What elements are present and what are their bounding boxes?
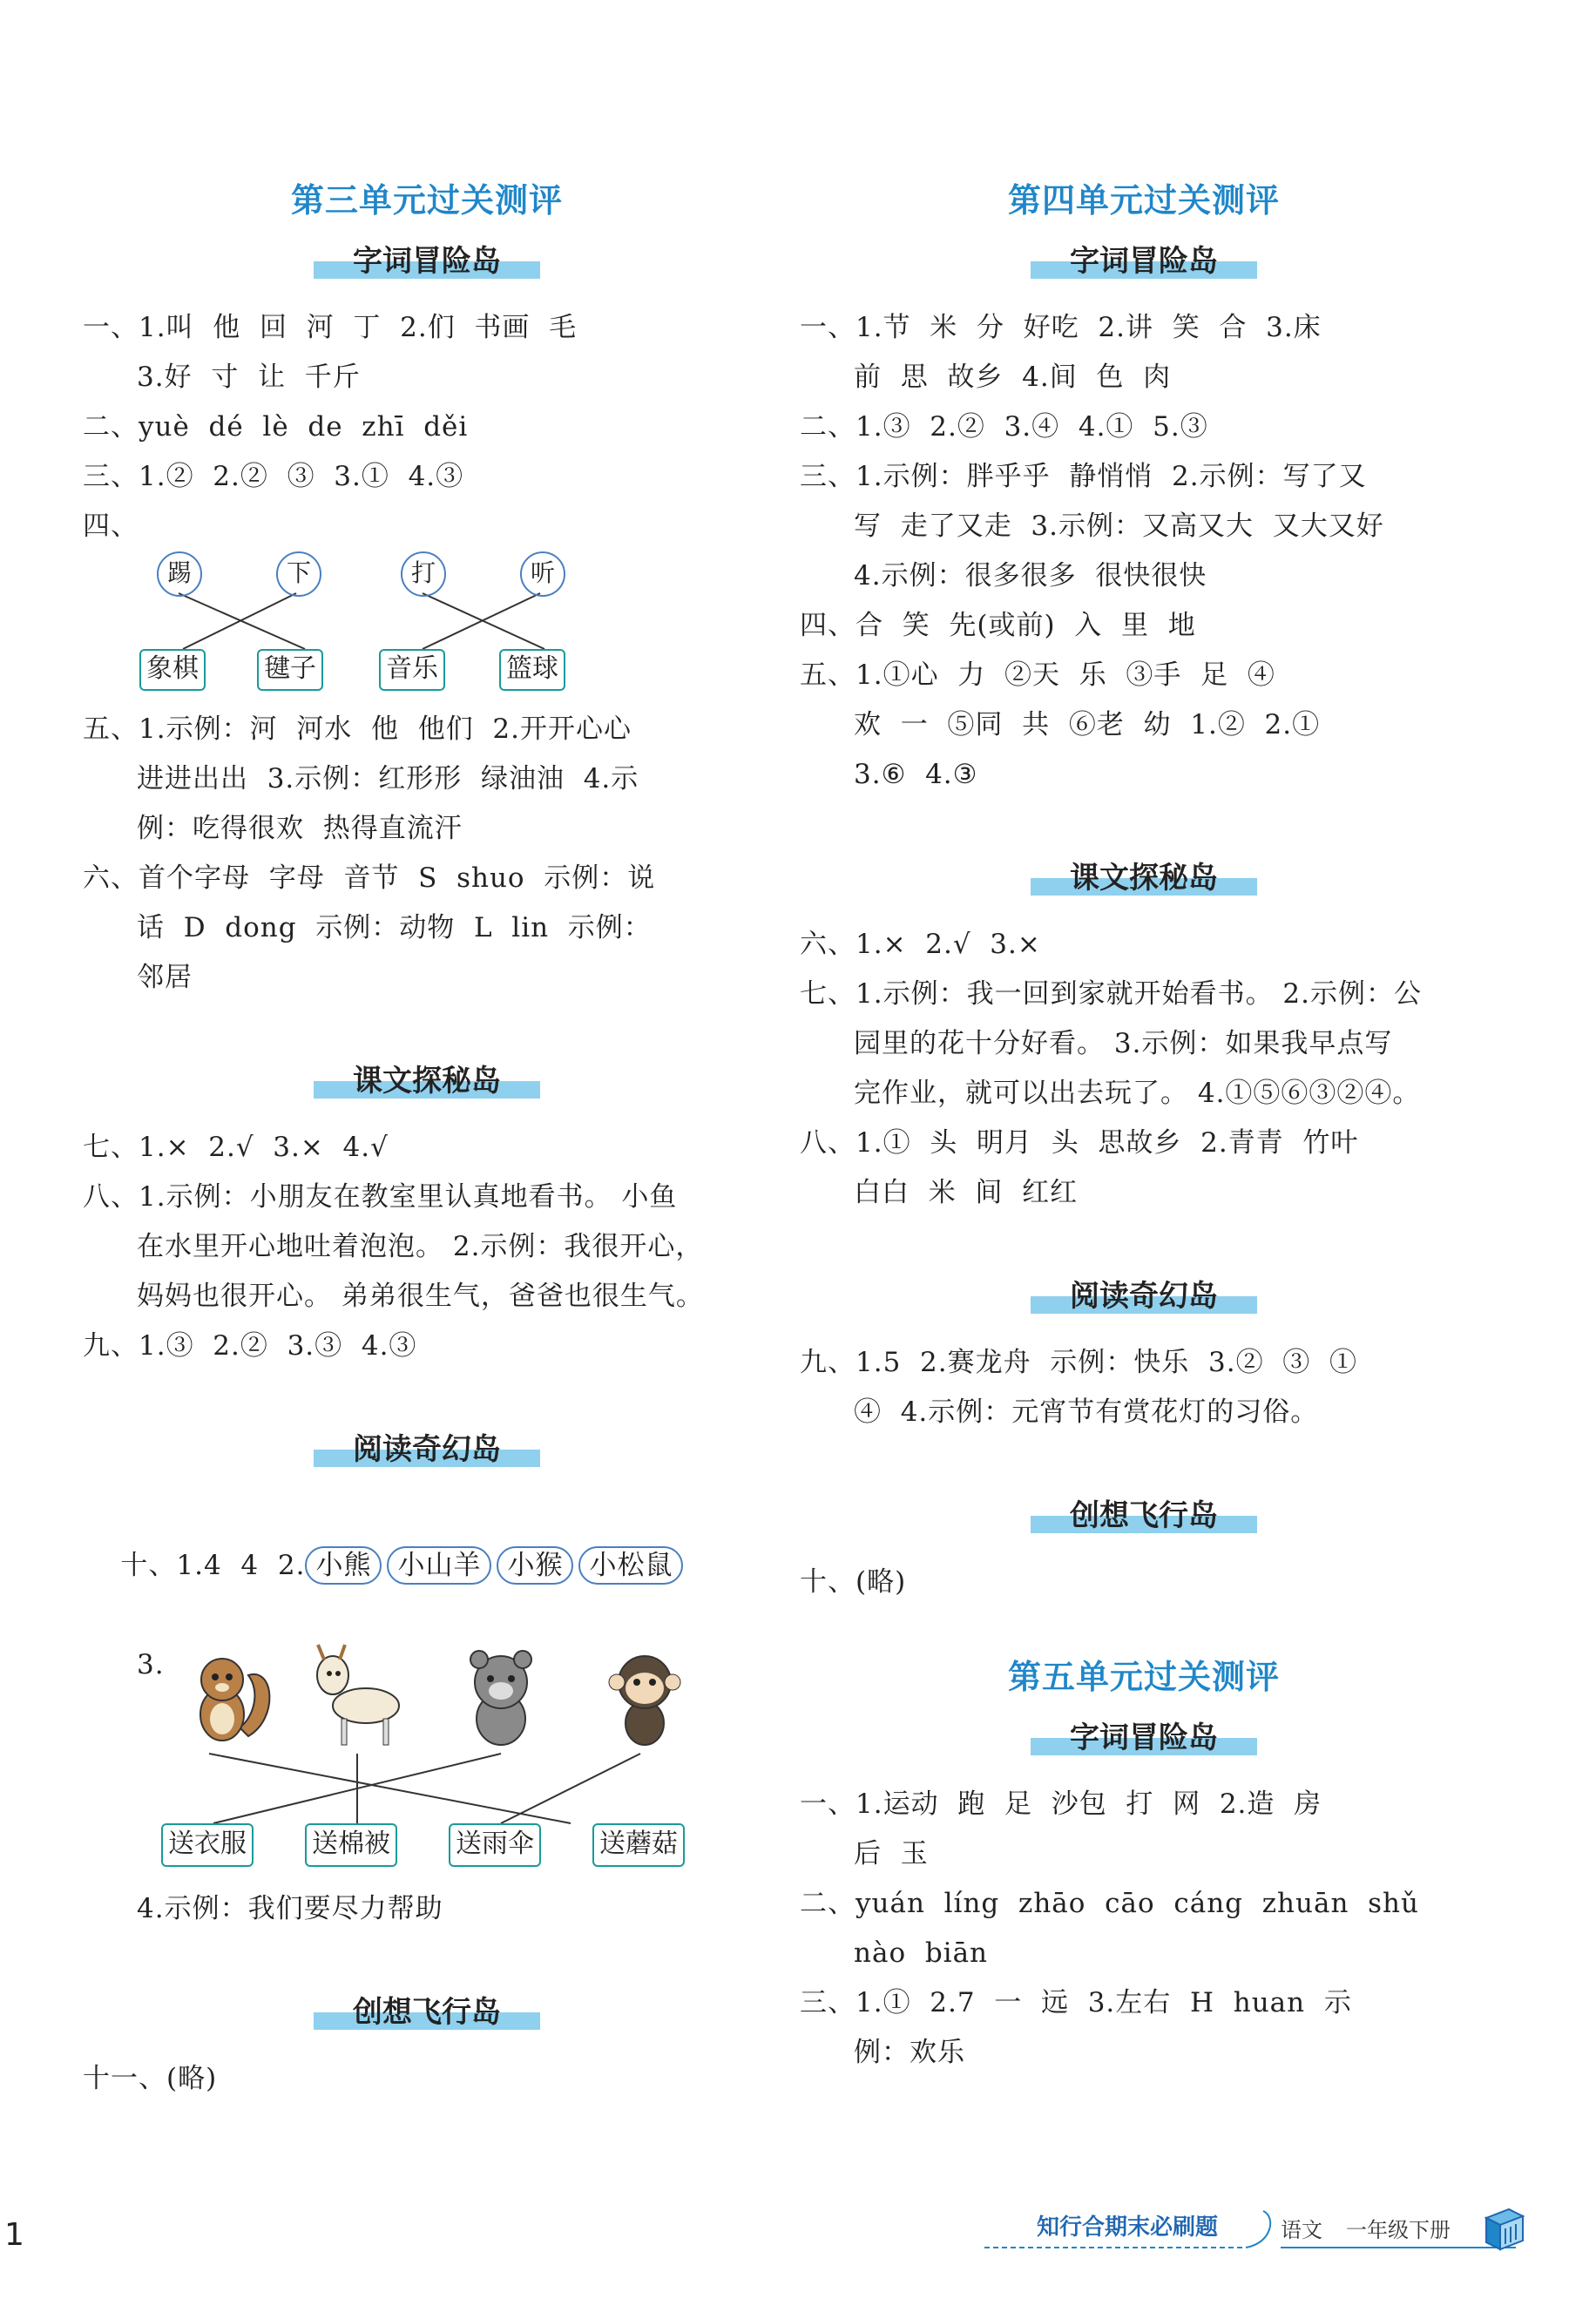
section-header: 阅读奇幻岛	[83, 1423, 771, 1486]
answer-line: 二、1.③ 2.② 3.④ 4.① 5.③	[800, 411, 1208, 443]
word-box: 音乐	[379, 649, 445, 691]
answer-line: 九、1.③ 2.② 3.③ 4.③	[83, 1330, 417, 1362]
answer-line: 三、1.示例：胖乎乎 静悄悄 2.示例：写了又	[800, 461, 1367, 492]
answer-line: 后 玉	[854, 1838, 929, 1869]
gift-box: 送衣服	[161, 1823, 254, 1867]
answer-line: 五、1.①心 力 ②天 乐 ③手 足 ④	[800, 659, 1275, 691]
answer-line: 3.好 寸 让 千斤	[137, 362, 361, 393]
page-footer	[984, 2204, 1542, 2256]
section-header: 课文探秘岛	[800, 852, 1488, 915]
matching-diagram	[83, 551, 771, 705]
bear-icon	[449, 1640, 553, 1754]
answer-line: 三、1.① 2.7 一 远 3.左右 H huan 示	[800, 1987, 1352, 2018]
answer-line: 4.示例：我们要尽力帮助	[137, 1893, 443, 1924]
answer-line: 七、1.示例：我一回到家就开始看书。 2.示例：公	[800, 978, 1423, 1010]
answer-line: 前 思 故乡 4.间 色 肉	[854, 362, 1172, 393]
answer-line: ④ 4.示例：元宵节有赏花灯的习俗。	[854, 1396, 1319, 1428]
section-header: 字词冒险岛	[83, 235, 771, 298]
unit5-title: 第五单元过关测评	[1007, 1658, 1280, 1696]
answer-line: 3.	[137, 1649, 165, 1680]
answer-line: 妈妈也很开心。 弟弟很生气，爸爸也很生气。	[137, 1281, 704, 1312]
word-circle: 打	[401, 551, 446, 597]
answer-line: 九、1.5 2.赛龙舟 示例：快乐 3.② ③ ①	[800, 1347, 1357, 1378]
answer-line: 园里的花十分好看。 3.示例：如果我早点写	[854, 1028, 1393, 1059]
answer-line: 欢 一 ⑤同 共 ⑥老 幼 1.② 2.①	[854, 709, 1321, 740]
answer-line: 八、1.示例：小朋友在教室里认真地看书。 小鱼	[83, 1181, 678, 1213]
answer-line: 一、1.运动 跑 足 沙包 打 网 2.造 房	[800, 1788, 1322, 1820]
answer-line: 十、1.4 4 2. 小熊 小山羊 小猴 小松鼠	[83, 1491, 771, 1640]
footer-brand: 知行合期末必刷题	[1037, 2214, 1219, 2241]
answer-line: 四、	[83, 510, 139, 542]
answer-line: 4.示例：很多很多 很快很快	[854, 560, 1207, 592]
goat-icon	[305, 1640, 409, 1754]
name-oval: 小山羊	[387, 1546, 491, 1585]
answer-line: 完作业，就可以出去玩了。 4.①⑤⑥③②④。	[854, 1078, 1421, 1109]
unit4-title: 第四单元过关测评	[1007, 181, 1280, 220]
word-circle: 踢	[157, 551, 202, 597]
unit3-title: 第三单元过关测评	[290, 181, 563, 220]
answer-line: 十、(略)	[800, 1566, 907, 1598]
answer-line: 八、1.① 头 明月 头 思故乡 2.青青 竹叶	[800, 1127, 1359, 1159]
answer-line: 在水里开心地吐着泡泡。 2.示例：我很开心，	[137, 1231, 704, 1262]
answer-line: 四、合 笑 先(或前) 入 里 地	[800, 610, 1196, 641]
answer-line: 话 D dong 示例：动物 L lin 示例：	[137, 912, 652, 943]
answer-line: 例：欢乐	[854, 2037, 965, 2068]
name-oval: 小猴	[497, 1546, 573, 1585]
answer-line: 一、1.叫 他 回 河 丁 2.们 书画 毛	[83, 312, 578, 343]
word-box: 象棋	[139, 649, 206, 691]
name-oval: 小熊	[305, 1546, 382, 1585]
footer-subject: 语文	[1281, 2218, 1322, 2242]
answer-line: 邻居	[137, 962, 193, 993]
section-header: 创想飞行岛	[83, 1986, 771, 2049]
section-header: 课文探秘岛	[83, 1055, 771, 1118]
word-box: 篮球	[499, 649, 565, 691]
animal-matching	[83, 1640, 771, 1884]
answer-line: 例：吃得很欢 热得直流汗	[137, 813, 463, 844]
answer-line: 进进出出 3.示例：红形形 绿油油 4.示	[137, 763, 639, 794]
answer-line: 3.⑥ 4.③	[854, 759, 978, 790]
answer-line: 六、1.× 2.√ 3.×	[800, 929, 1041, 960]
section-header: 字词冒险岛	[800, 1712, 1488, 1775]
gift-box: 送蘑菇	[592, 1823, 685, 1867]
footer-grade: 一年级下册	[1346, 2218, 1451, 2242]
section-header: 字词冒险岛	[800, 235, 1488, 298]
book-stack-icon	[1479, 2204, 1528, 2253]
section-header: 阅读奇幻岛	[800, 1270, 1488, 1333]
name-oval: 小松鼠	[578, 1546, 683, 1585]
answer-line: 三、1.② 2.② ③ 3.① 4.③	[83, 461, 464, 492]
section-header: 创想飞行岛	[800, 1490, 1488, 1552]
squirrel-icon	[174, 1640, 279, 1754]
answer-line: 五、1.示例：河 河水 他 他们 2.开开心心	[83, 713, 632, 745]
page-number: 1	[4, 2217, 24, 2253]
answer-line: 写 走了又走 3.示例：又高又大 又大又好	[854, 510, 1384, 542]
word-box: 毽子	[257, 649, 323, 691]
answer-line: 十一、(略)	[83, 2063, 218, 2094]
answer-line: 六、首个字母 字母 音节 S shuo 示例：说	[83, 862, 656, 894]
gift-box: 送雨伞	[449, 1823, 541, 1867]
gift-box: 送棉被	[305, 1823, 397, 1867]
left-column	[83, 166, 771, 2104]
answer-line: nào biān	[854, 1937, 989, 1969]
answer-line: 七、1.× 2.√ 3.× 4.√	[83, 1132, 389, 1163]
answer-line: 一、1.节 米 分 好吃 2.讲 笑 合 3.床	[800, 312, 1322, 343]
monkey-icon	[592, 1640, 697, 1754]
answer-line: 二、yuán líng zhāo cāo cáng zhuān shǔ	[800, 1888, 1419, 1919]
word-circle: 下	[276, 551, 321, 597]
answer-line: 二、yuè dé lè de zhī děi	[83, 411, 469, 443]
right-column	[800, 166, 1488, 2078]
answer-line: 白白 米 间 红红	[854, 1177, 1079, 1208]
word-circle: 听	[520, 551, 565, 597]
